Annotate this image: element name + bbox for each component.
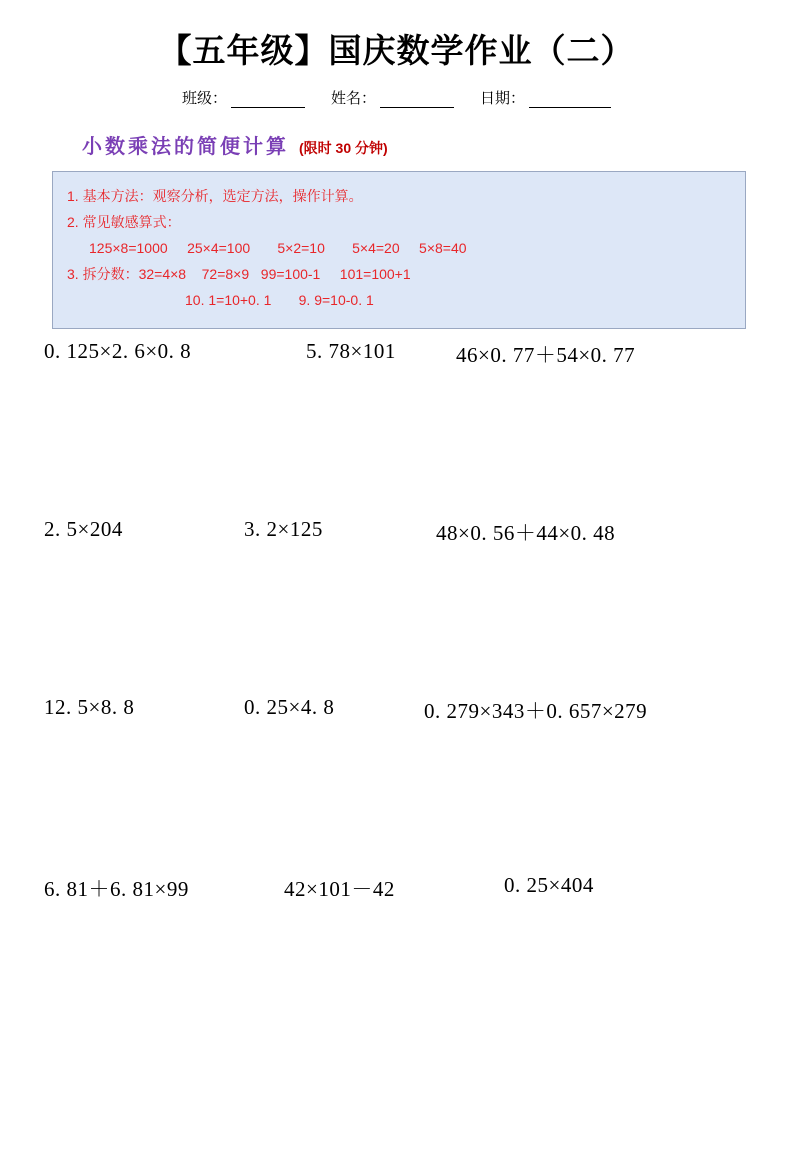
problem-item: 2. 5×204 bbox=[44, 516, 123, 541]
tip-line-5: 10. 1=10+0. 1 9. 9=10-0. 1 bbox=[185, 291, 374, 308]
class-field bbox=[182, 87, 305, 108]
tips-box bbox=[52, 171, 746, 328]
problem-item: 0. 279×343＋0. 657×279 bbox=[424, 698, 648, 723]
page-title: 【五年级】国庆数学作业（二） bbox=[158, 32, 635, 69]
problem-row bbox=[44, 517, 749, 695]
problem-item: 0. 125×2. 6×0. 8 bbox=[44, 338, 192, 363]
problem-item: 0. 25×404 bbox=[504, 872, 594, 897]
problem-item: 3. 2×125 bbox=[244, 516, 323, 541]
class-label: 班级： bbox=[181, 90, 227, 108]
problem-row bbox=[44, 339, 749, 517]
tip-line-1: 1. 基本方法：观察分析，选定方法，操作计算。 bbox=[67, 188, 363, 205]
tip-line-2: 2. 常见敏感算式： bbox=[67, 214, 181, 231]
problem-item: 46×0. 77＋54×0. 77 bbox=[456, 342, 636, 367]
name-blank[interactable] bbox=[380, 92, 454, 108]
date-label: 日期： bbox=[480, 90, 526, 108]
section-time-limit: (限时 30 分钟) bbox=[299, 140, 388, 157]
problem-item: 48×0. 56＋44×0. 48 bbox=[436, 520, 616, 545]
date-field bbox=[480, 87, 611, 108]
date-blank[interactable] bbox=[529, 92, 611, 108]
section-title: 小数乘法的简便计算 bbox=[82, 136, 289, 159]
worksheet-page bbox=[0, 30, 793, 1152]
name-field bbox=[331, 87, 454, 108]
tip-line-4: 3. 拆分数：32=4×8 72=8×9 99=100-1 101=100+1 bbox=[67, 265, 411, 282]
problem-item: 12. 5×8. 8 bbox=[44, 694, 135, 719]
problem-item: 0. 25×4. 8 bbox=[244, 694, 335, 719]
problem-list bbox=[44, 339, 749, 1051]
name-label: 姓名： bbox=[330, 90, 376, 108]
problem-item: 5. 78×101 bbox=[306, 338, 396, 363]
student-info-line bbox=[44, 87, 749, 108]
tip-line-3: 125×8=1000 25×4=100 5×2=10 5×4=20 5×8=40 bbox=[89, 240, 467, 257]
problem-row bbox=[44, 695, 749, 873]
problem-row bbox=[44, 873, 749, 1051]
problem-item: 42×101－42 bbox=[284, 876, 395, 901]
problem-item: 6. 81＋6. 81×99 bbox=[44, 876, 189, 901]
section-heading bbox=[82, 130, 749, 159]
class-blank[interactable] bbox=[231, 92, 305, 108]
